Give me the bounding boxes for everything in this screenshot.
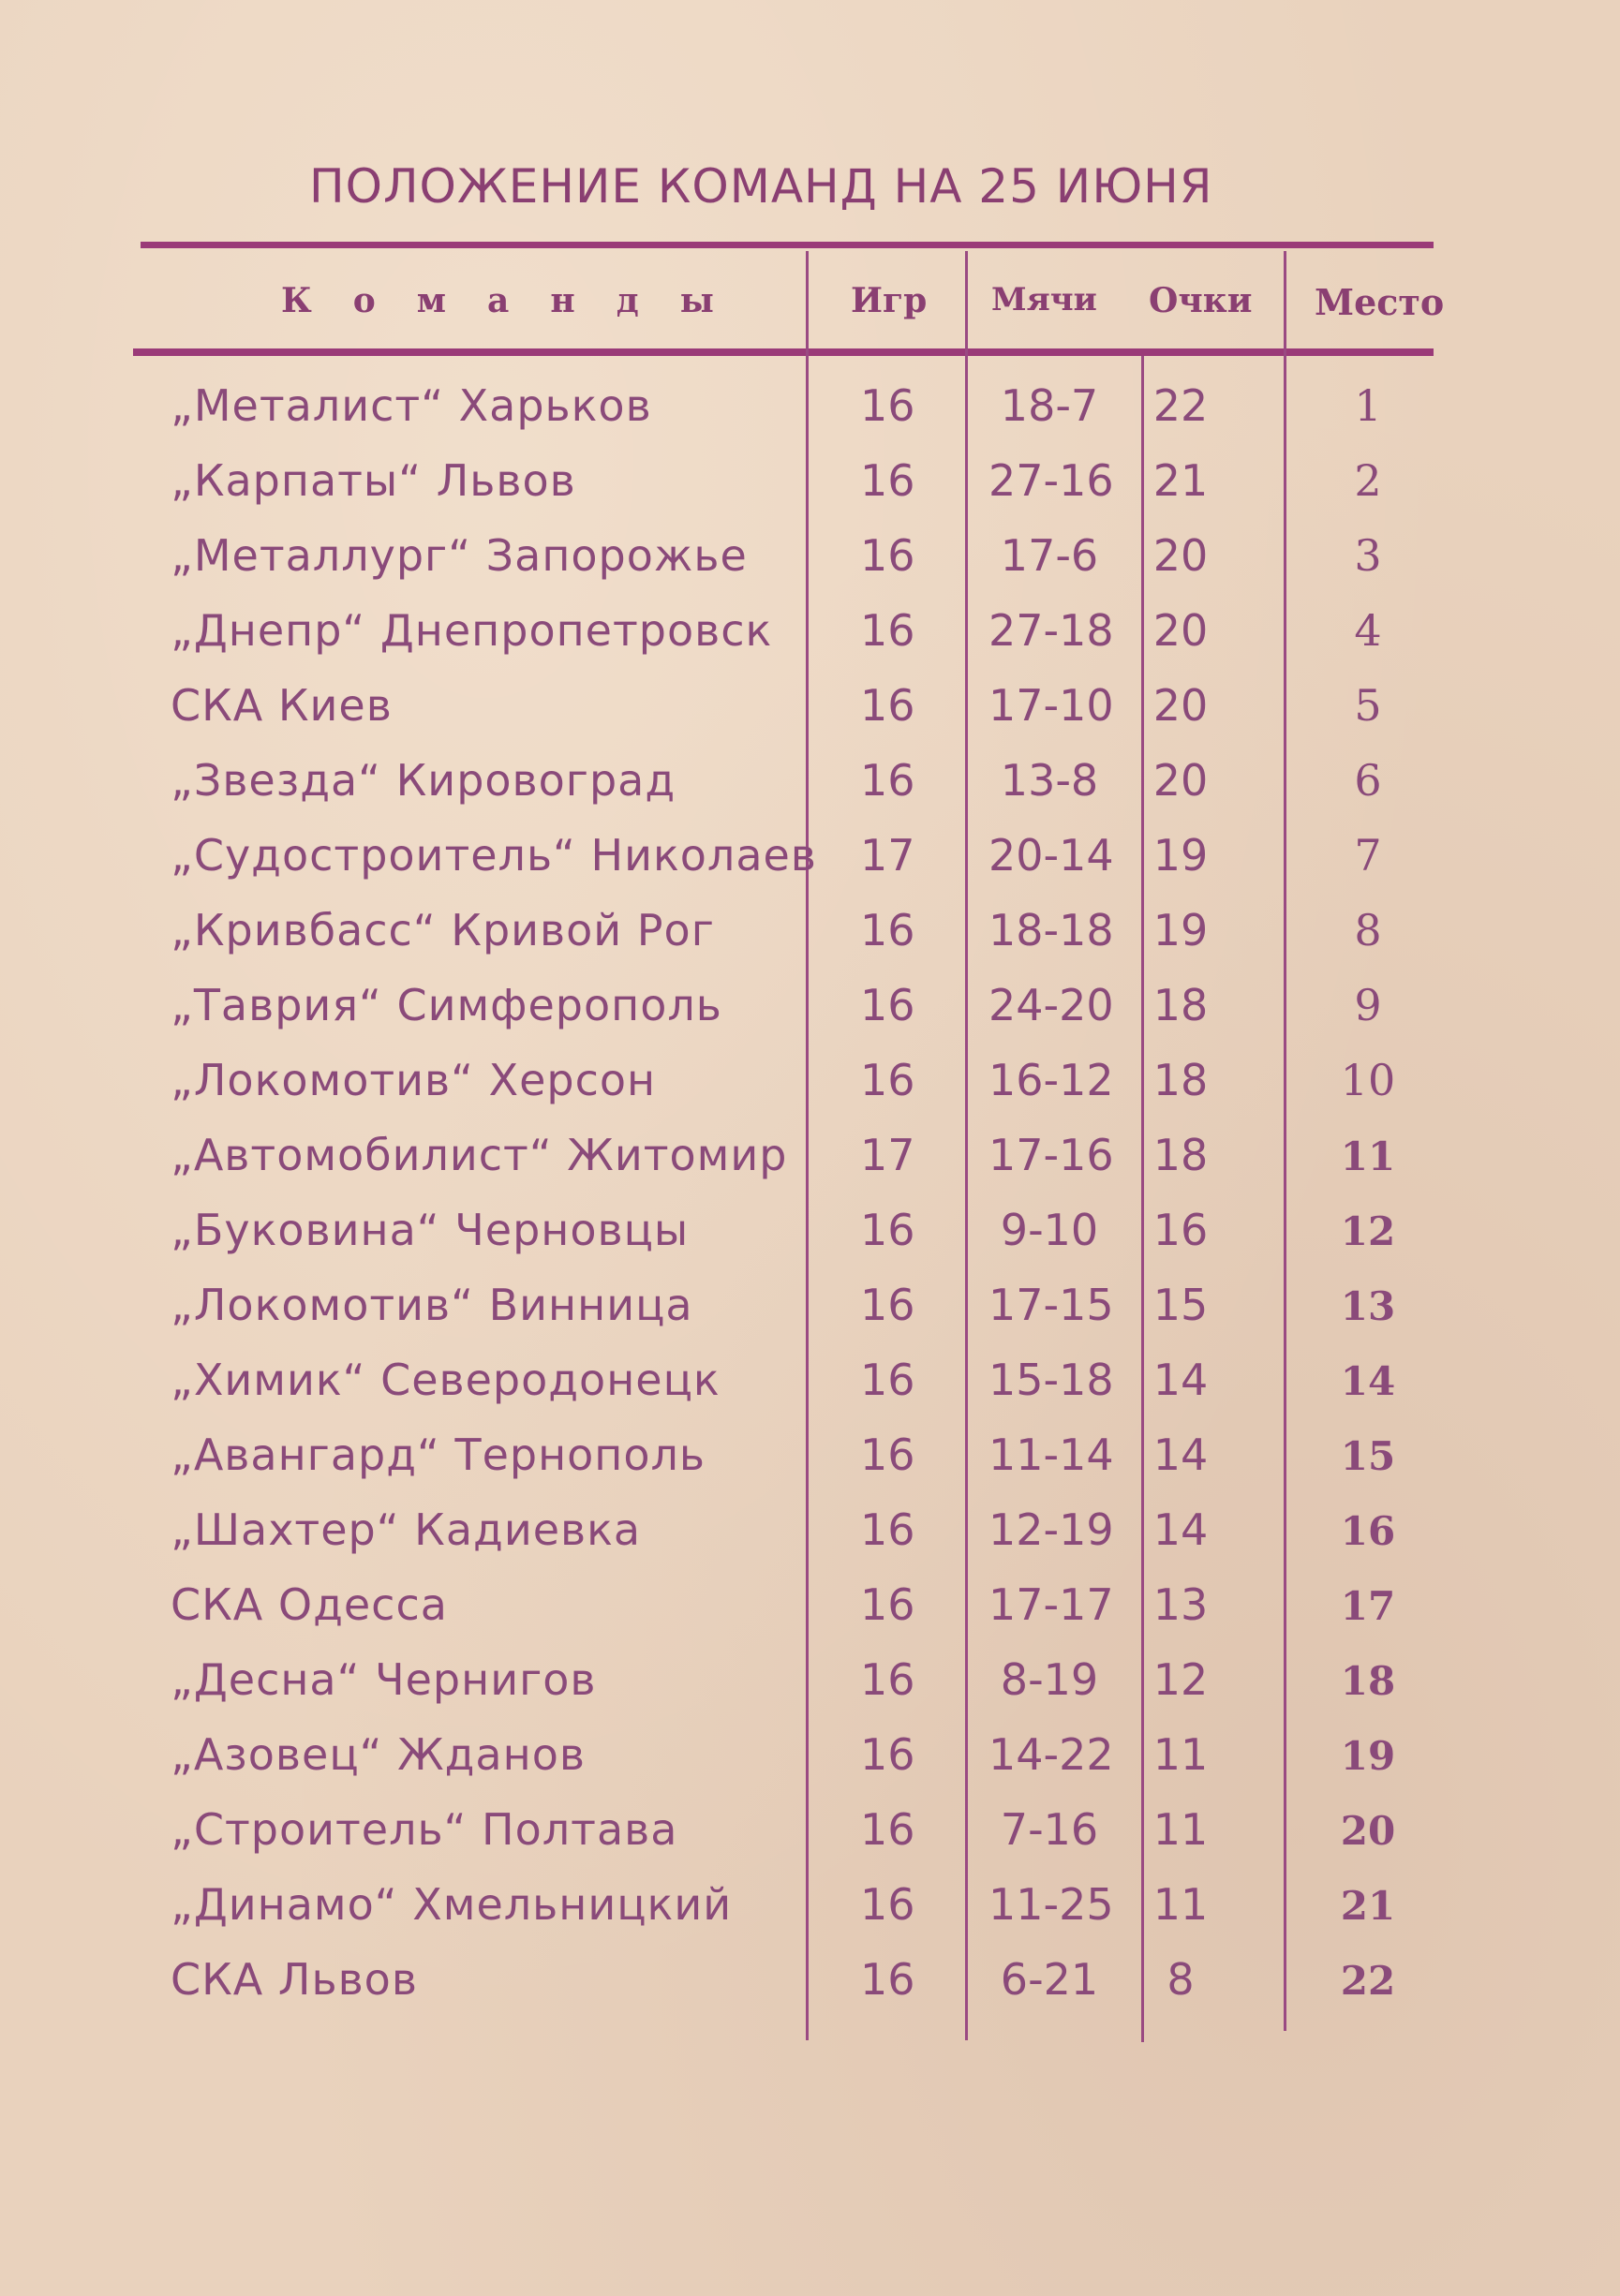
- games-played: 16: [860, 1579, 915, 1630]
- place: 1: [1354, 380, 1382, 431]
- games-played: 16: [860, 1280, 915, 1330]
- standings-table: [0, 375, 1620, 2023]
- table-row: [0, 1948, 1620, 2023]
- goals: 17-10: [988, 680, 1114, 731]
- table-row: [0, 1799, 1620, 1874]
- goals: 24-20: [988, 980, 1114, 1030]
- page-title: ПОЛОЖЕНИЕ КОМАНД НА 25 ИЮНЯ: [309, 159, 1213, 214]
- games-played: 16: [860, 1055, 915, 1105]
- table-row: [0, 1724, 1620, 1799]
- goals: 27-16: [988, 455, 1114, 506]
- team-name: СКА Одесса: [171, 1579, 448, 1630]
- goals: 16-12: [988, 1055, 1114, 1105]
- table-row: [0, 1649, 1620, 1724]
- header-place: Место: [1315, 281, 1445, 323]
- team-name: „Химик“ Северодонецк: [171, 1355, 721, 1405]
- table-row: [0, 1499, 1620, 1574]
- table-row: [0, 749, 1620, 824]
- goals: 17-15: [988, 1280, 1114, 1330]
- goals: 15-18: [988, 1355, 1114, 1405]
- team-name: „Таврия“ Симферополь: [171, 980, 722, 1030]
- place: 5: [1354, 680, 1382, 731]
- place: 15: [1340, 1433, 1396, 1479]
- place: 8: [1354, 905, 1382, 955]
- games-played: 16: [860, 980, 915, 1030]
- points: 20: [1152, 605, 1209, 656]
- points: 14: [1152, 1504, 1209, 1555]
- team-name: „Кривбасс“ Кривой Рог: [171, 905, 715, 955]
- games-played: 16: [860, 1654, 915, 1705]
- games-played: 16: [860, 755, 915, 806]
- team-name: „Азовец“ Жданов: [171, 1729, 586, 1780]
- place: 14: [1340, 1358, 1396, 1404]
- team-name: „Локомотив“ Винница: [171, 1280, 693, 1330]
- header-games: Игр: [851, 281, 928, 320]
- points: 18: [1152, 980, 1209, 1030]
- goals: 27-18: [988, 605, 1114, 656]
- points: 15: [1152, 1280, 1209, 1330]
- header-goals: Мячи: [991, 281, 1097, 318]
- place: 4: [1354, 605, 1382, 656]
- place: 22: [1340, 1958, 1396, 2004]
- games-played: 17: [860, 1130, 915, 1180]
- team-name: „Металист“ Харьков: [171, 380, 652, 431]
- table-row: [0, 1424, 1620, 1499]
- table-row: [0, 525, 1620, 600]
- goals: 11-14: [988, 1429, 1114, 1480]
- team-name: „Буковина“ Черновцы: [171, 1205, 690, 1255]
- place: 20: [1340, 1808, 1396, 1854]
- points: 11: [1152, 1804, 1209, 1855]
- team-name: „Десна“ Чернигов: [171, 1654, 597, 1705]
- place: 3: [1354, 530, 1382, 581]
- place: 21: [1340, 1883, 1396, 1929]
- place: 18: [1340, 1658, 1396, 1704]
- goals: 14-22: [988, 1729, 1114, 1780]
- points: 14: [1152, 1355, 1209, 1405]
- table-row: [0, 1874, 1620, 1948]
- goals: 7-16: [1000, 1804, 1099, 1855]
- table-row: [0, 1199, 1620, 1274]
- place: 17: [1340, 1583, 1396, 1629]
- team-name: „Карпаты“ Львов: [171, 455, 576, 506]
- points: 18: [1152, 1130, 1209, 1180]
- games-played: 16: [860, 455, 915, 506]
- team-name: СКА Киев: [171, 680, 393, 731]
- place: 11: [1340, 1133, 1396, 1179]
- table-row: [0, 1349, 1620, 1424]
- games-played: 16: [860, 1504, 915, 1555]
- goals: 12-19: [988, 1504, 1114, 1555]
- games-played: 16: [860, 530, 915, 581]
- points: 18: [1152, 1055, 1209, 1105]
- games-played: 16: [860, 680, 915, 731]
- goals: 8-19: [1000, 1654, 1099, 1705]
- team-name: „Судостроитель“ Николаев: [171, 830, 817, 881]
- games-played: 16: [860, 1429, 915, 1480]
- place: 16: [1340, 1508, 1396, 1554]
- header-bottom-rule: [133, 348, 1434, 356]
- team-name: „Локомотив“ Херсон: [171, 1055, 657, 1105]
- goals: 9-10: [1000, 1205, 1099, 1255]
- games-played: 16: [860, 905, 915, 955]
- goals: 6-21: [1000, 1954, 1099, 2005]
- points: 16: [1152, 1205, 1209, 1255]
- points: 20: [1152, 680, 1209, 731]
- team-name: „Динамо“ Хмельницкий: [171, 1879, 733, 1930]
- goals: 20-14: [988, 830, 1114, 881]
- games-played: 16: [860, 1355, 915, 1405]
- place: 19: [1340, 1733, 1396, 1779]
- games-played: 16: [860, 605, 915, 656]
- place: 13: [1340, 1283, 1396, 1329]
- place: 2: [1354, 455, 1382, 506]
- table-row: [0, 899, 1620, 974]
- points: 12: [1152, 1654, 1209, 1705]
- table-row: [0, 974, 1620, 1049]
- points: 13: [1152, 1579, 1209, 1630]
- table-row: [0, 1574, 1620, 1649]
- points: 22: [1152, 380, 1209, 431]
- games-played: 16: [860, 380, 915, 431]
- games-played: 16: [860, 1954, 915, 2005]
- table-row: [0, 375, 1620, 450]
- goals: 13-8: [1000, 755, 1099, 806]
- points: 11: [1152, 1729, 1209, 1780]
- table-row: [0, 450, 1620, 525]
- header-points: Очки: [1149, 281, 1253, 320]
- points: 11: [1152, 1879, 1209, 1930]
- team-name: „Строитель“ Полтава: [171, 1804, 678, 1855]
- points: 19: [1152, 830, 1209, 881]
- points: 8: [1167, 1954, 1195, 2005]
- points: 20: [1152, 755, 1209, 806]
- games-played: 16: [860, 1729, 915, 1780]
- header-teams: Команды: [281, 281, 755, 320]
- table-row: [0, 600, 1620, 674]
- place: 6: [1354, 755, 1382, 806]
- points: 19: [1152, 905, 1209, 955]
- team-name: СКА Львов: [171, 1954, 418, 2005]
- table-row: [0, 1274, 1620, 1349]
- header-top-rule: [141, 242, 1434, 248]
- games-played: 16: [860, 1879, 915, 1930]
- place: 9: [1354, 980, 1382, 1030]
- team-name: „Звезда“ Кировоград: [171, 755, 676, 806]
- goals: 18-7: [1000, 380, 1099, 431]
- games-played: 17: [860, 830, 915, 881]
- goals: 17-6: [1000, 530, 1099, 581]
- points: 21: [1152, 455, 1209, 506]
- team-name: „Днепр“ Днепропетровск: [171, 605, 773, 656]
- team-name: „Авангард“ Тернополь: [171, 1429, 706, 1480]
- points: 14: [1152, 1429, 1209, 1480]
- games-played: 16: [860, 1804, 915, 1855]
- points: 20: [1152, 530, 1209, 581]
- place: 10: [1340, 1055, 1396, 1105]
- goals: 17-17: [988, 1579, 1114, 1630]
- goals: 18-18: [988, 905, 1114, 955]
- games-played: 16: [860, 1205, 915, 1255]
- goals: 17-16: [988, 1130, 1114, 1180]
- table-row: [0, 1049, 1620, 1124]
- place: 7: [1354, 830, 1382, 881]
- team-name: „Автомобилист“ Житомир: [171, 1130, 788, 1180]
- place: 12: [1340, 1208, 1396, 1254]
- team-name: „Шахтер“ Кадиевка: [171, 1504, 642, 1555]
- table-row: [0, 674, 1620, 749]
- goals: 11-25: [988, 1879, 1114, 1930]
- team-name: „Металлург“ Запорожье: [171, 530, 748, 581]
- table-row: [0, 1124, 1620, 1199]
- table-row: [0, 824, 1620, 899]
